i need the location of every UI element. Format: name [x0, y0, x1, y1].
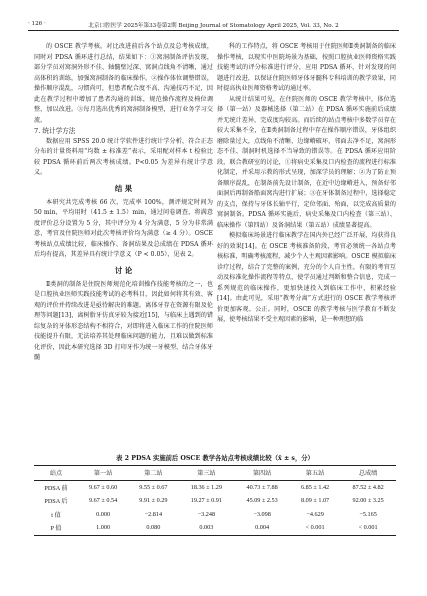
header-cell: 总成绩 — [358, 470, 378, 478]
table-cell: 1.000 — [96, 524, 111, 532]
table-row — [34, 480, 396, 494]
table-cell: 0.080 — [146, 524, 161, 532]
table-header-row — [34, 466, 396, 481]
table-row — [34, 508, 396, 522]
journal-info: 北京口腔医学 2025年第33卷第2期 Beijing Journal of Stomatology April 2025, Vol. 33, No. 2 — [88, 23, 339, 29]
table-cell: 0.003 — [199, 524, 214, 532]
table-cell: 0.000 — [96, 510, 111, 518]
table-cell: −4.629 — [306, 510, 324, 518]
header-cell: 第一站 — [93, 470, 113, 478]
table-2 — [34, 453, 396, 536]
table-cell: P 值 — [50, 525, 62, 533]
discussion-heading: 讨 论 — [114, 265, 133, 275]
header-cell: 第三站 — [197, 470, 216, 478]
table-cell: 18.36 ± 1.29 — [190, 483, 222, 491]
table-cell: 9.55 ± 0.67 — [139, 483, 168, 491]
table-cell: −5.165 — [359, 510, 377, 518]
right-paragraph-3: 模拟临床场景进行临床教学在国内外已经广泛开展，均获得良好的效果[14]。在 OSCE 考核准备阶段，考官必须统一各站点考核标准，明确考核流程，减少个人主观因素影响。OSCE 模拟临床诊疗过程，结合了完整的案例，充分的个人自主性，有限的考官互动及标准化操作流程等特点，使学员通过判断和整合信息，完成一系列规范的临床操作，更加快速投入到临床工作中，积累经验[14]。由此可见，采用“教考分离”方式进行的 OSCE 教学考核评价更加客观、公正。同时，OSCE 的教学考核与医学教育不断发展，使考核结果不受主观因素的影响，是一种理想的临 — [217, 232, 396, 323]
table-cell: −3.248 — [197, 510, 216, 518]
header-cell: 站点 — [49, 470, 63, 478]
results-heading: 结 果 — [114, 183, 133, 193]
header-cell: 第二站 — [144, 470, 163, 478]
stats-paragraph: 数据应用 SPSS 20.0 统计学软件进行统计学分析，符合正态分布的计量资料用“均数 ± 标准差”表示，采用配对样本 t 检验比较 PDSA 循环前后两次考核成绩。P<0.05 为差异有统计学意义。 — [34, 137, 213, 176]
table-row — [34, 494, 396, 508]
table-cell: 9.67 ± 0.60 — [89, 483, 118, 491]
header-cell: 第五站 — [305, 470, 325, 478]
right-paragraph-2: 从统计结果可见，在住院医师的 OSCE 教学考核中，体位选择（第一站）及器械选择（第二站）在 PDSA 循环实施前后成绩并无统计差异，完成度均较高。而后续的站点考核中多数学员存在较大采集不全，在Ⅱ类洞制备过程中存在操作顺序错误，牙体组织磨除量过大，点线角不清晰，边缘嵴破坏，邻面去净不足，窝洞形态不佳、制洞时机选择不当导致的错误等。在 PDSA 循环应用阶段，联合教研室的讨论，①将病史采集及口内检查的流程进行标准化制定，并采用示教的形式呈现，加深学员的理解；②为了防止预备顺序混乱，在制备前先设计制备，在近中边缘嵴进入，预备好邻面洞后再制备船面窝沟进行扩展；③在牙体制备过程中，选择稳定的支点，保持与牙体长轴平行，定位邻面、殆面，以完成高质量的窝洞制备。PDSA 循环实施后，病史采集及口内检查（第三站）、临床操作（第四站）及备洞结果（第五站）成绩显著提高。 — [217, 95, 396, 229]
table-cell: 9.67 ± 0.54 — [89, 497, 118, 505]
intro-paragraph: 的 OSCE 教学考核。对比改进前后各个站点及总考核成绩，同时对 PDSA 循环进行总结，结果如下：①窝洞制备评估发现，部分学员对窝洞外形不佳、轴髓壁过深、窝洞点线角不清晰，通过高体积的训练，加强窝洞制备的临床操作。②操作体位调整错误，操作顺序混乱，习惯尚可，但患者配合度不高、沟通技巧不足，因此在教学过程中增加了患者沟通的训练，规范操作流程及椅位调整，加以改进。③每月选出优秀的窝洞制备模型，进行业务学习交流。 — [34, 43, 213, 124]
table-cell: 92.00 ± 3.25 — [352, 497, 384, 505]
table-cell: PDSA 前 — [44, 484, 68, 492]
running-header — [28, 20, 399, 31]
table-cell: 6.85 ± 1.42 — [301, 483, 330, 491]
table-cell: 45.09 ± 2.53 — [246, 497, 278, 505]
discussion-paragraph: Ⅱ类洞的制备是住院医师规范化培训操作技能考核的之一，也是口腔执业医师实践技能考试的必考科目，因此如何将其有效、客观的评价并持续改进是亟待解决的难题。离体牙存在资源有限及伦理等问题[13]，离树脂牙仿真牙较为接近[15]，与临床上遇到的错综复杂的牙体形态结构不相符合，对即将进入临床工作的住院医师技能提升有限，无法培养其处理临床问题的能力，且难以做到标准化评价，因此本研究选择 3D 打印牙作为统一牙模型，结合牙体牙髓 — [34, 280, 213, 361]
table-cell: −3.098 — [253, 510, 271, 518]
stats-heading: 7. 统计学方法 — [34, 127, 76, 135]
table-cell: 87.52 ± 4.82 — [352, 483, 384, 491]
right-paragraph-1: 科的工作特点，将 OSCE 考核用于住院医师Ⅱ类洞制备的临床操作考核，以现实中医院场景为基础，按照口腔执业医师资格实践技能考试的评分标准进行评分，应用 PDSA 循环，针对发现的问题进行改进，以保证住院医师牙体牙髓科专科培训的教学效果，同时提高执业医师资格考试的通过率。 — [217, 43, 396, 92]
table-cell: < 0.001 — [358, 524, 378, 532]
table-cell: 9.91 ± 0.29 — [139, 497, 168, 505]
table-cell: 0.004 — [255, 524, 270, 532]
table-row — [34, 521, 396, 535]
table-cell: 8.09 ± 1.07 — [301, 497, 330, 505]
results-table — [34, 465, 396, 536]
table-cell: PDSA 后 — [44, 498, 68, 506]
header-cell: 第四站 — [252, 470, 272, 478]
table-cell: 19.27 ± 0.91 — [190, 497, 222, 505]
table-cell: t 值 — [51, 511, 61, 519]
table-caption: 表 2 PDSA 实施前后 OSCE 教学各站点考核成绩比较（x̄ ± s，分） — [116, 455, 314, 462]
table-cell: < 0.001 — [305, 524, 325, 532]
results-paragraph: 本研究共完成考核 66 次，完成率 100%，测评规定时间为 50 min，平均用时（41.5 ± 1.5）min，通过问卷调查，将满意度评价总分设置为 5 分，其中评分为 4 分为满意，5 分为非常满意，考官及住院医师对此次考核评价均为满意（≥ 4 分）。OSCE 考核站点成绩比较，临床操作、备洞结果及总成绩在 PDSA 循环后均有提高，其差异具有统计学意义（P < 0.05），见表 2。 — [34, 198, 213, 258]
table-cell: 40.73 ± 7.88 — [246, 483, 278, 491]
table-cell: −2.814 — [144, 510, 163, 518]
right-column — [217, 42, 396, 326]
page-number: · 126 · — [28, 21, 46, 27]
left-column — [34, 42, 213, 364]
